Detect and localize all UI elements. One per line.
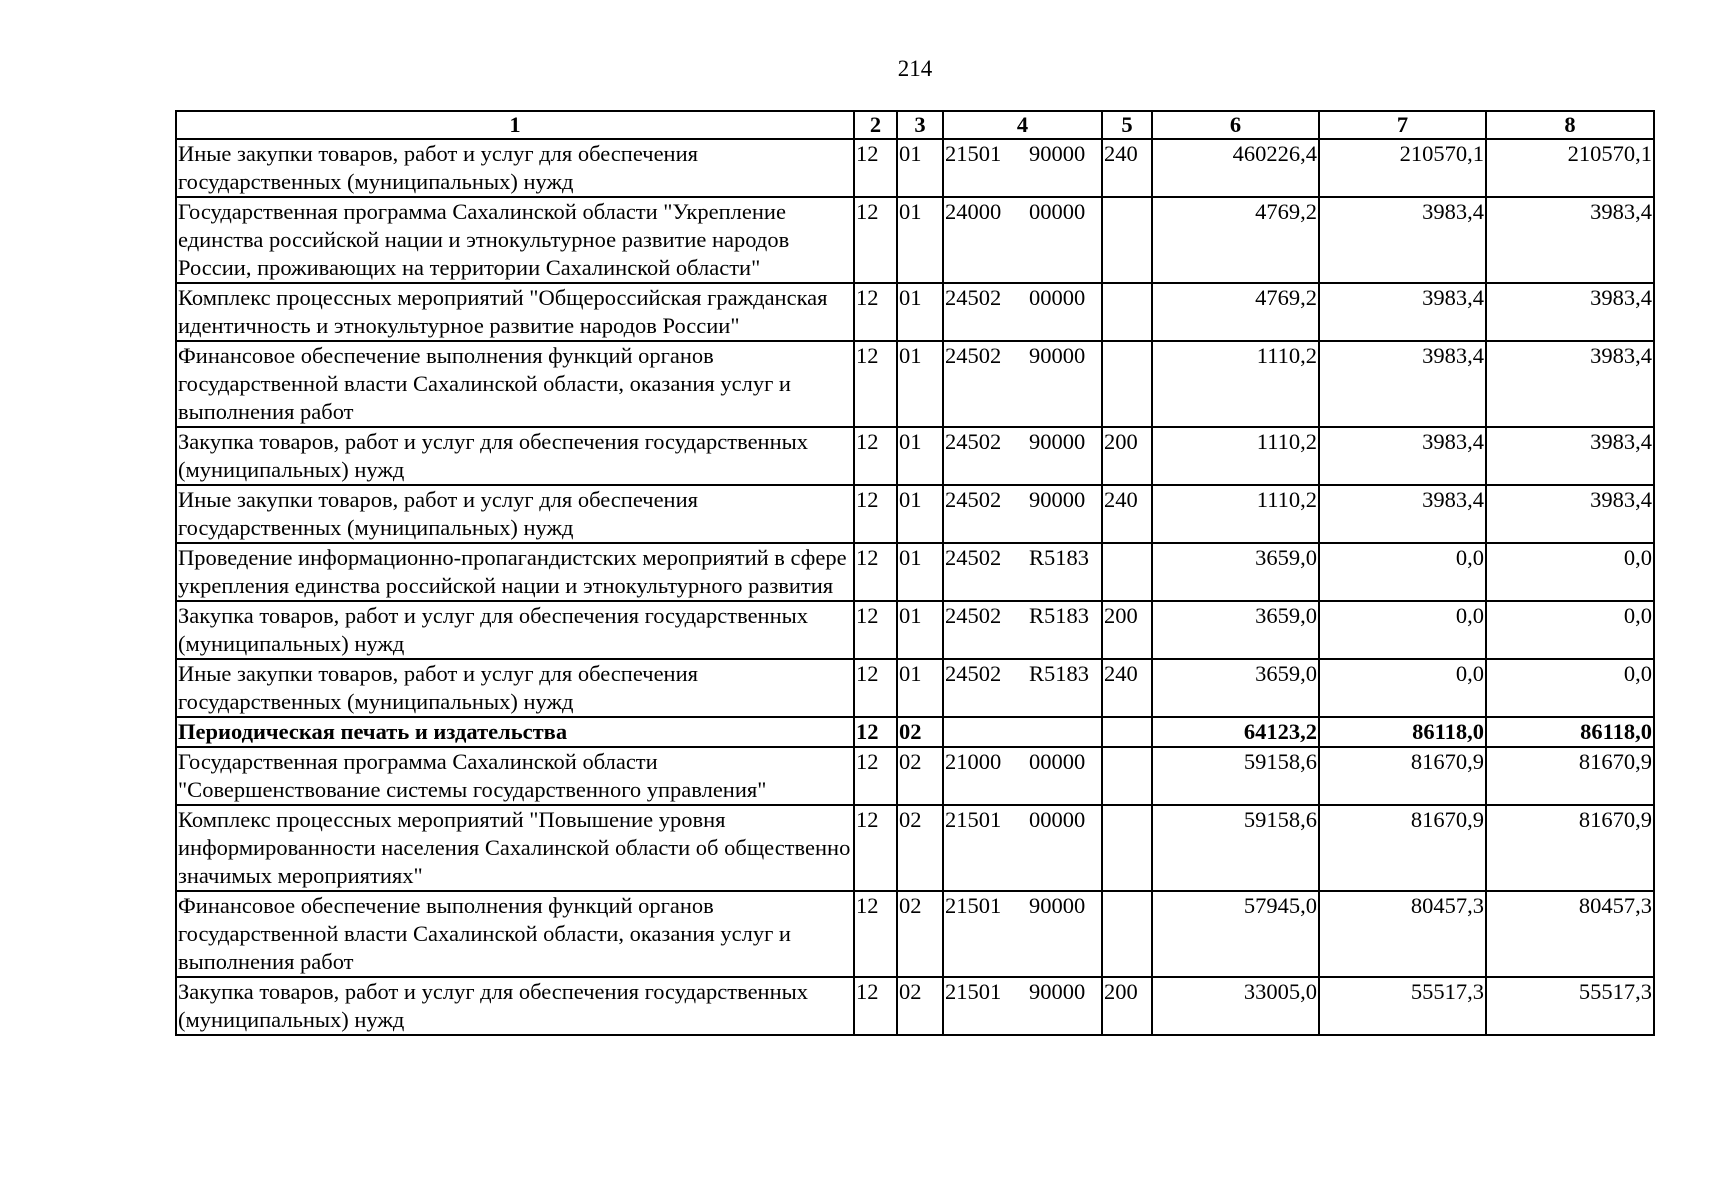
program-code-part1: 24502	[945, 343, 1002, 368]
program-code-part1: 21000	[945, 749, 1002, 774]
table-row	[176, 485, 1654, 543]
row-name: Проведение информационно-пропагандистских мероприятий в сфере укрепления единства российской нации и этнокультурного развития	[176, 543, 854, 601]
expense-type-code: 240	[1102, 139, 1152, 197]
table-row	[176, 427, 1654, 485]
row-name: Комплекс процессных мероприятий "Общероссийская гражданская идентичность и этнокультурное развитие народов России"	[176, 283, 854, 341]
program-code-part2: 00000	[1029, 199, 1086, 224]
program-code-part1: 24000	[945, 199, 1002, 224]
program-code-part1: 21501	[945, 807, 1002, 832]
program-code-part1: 24502	[945, 487, 1002, 512]
section-code: 12	[854, 747, 897, 805]
amount-col6: 1110,2	[1152, 341, 1319, 427]
amount-col7: 80457,3	[1319, 891, 1486, 977]
row-name: Комплекс процессных мероприятий "Повышение уровня информированности населения Сахалинской области об общественно значимых мероприятиях"	[176, 805, 854, 891]
table-row	[176, 283, 1654, 341]
expense-type-code	[1102, 747, 1152, 805]
program-code-part2: 00000	[1029, 285, 1086, 310]
column-header: 1	[176, 111, 854, 139]
amount-col6: 3659,0	[1152, 659, 1319, 717]
table-row	[176, 543, 1654, 601]
program-code	[943, 747, 1102, 805]
table-row	[176, 717, 1654, 747]
table-row	[176, 977, 1654, 1035]
program-code	[943, 283, 1102, 341]
expense-type-code	[1102, 717, 1152, 747]
table-row	[176, 341, 1654, 427]
program-code	[943, 659, 1102, 717]
amount-col8: 81670,9	[1486, 805, 1654, 891]
expense-type-code	[1102, 543, 1152, 601]
amount-col6: 3659,0	[1152, 543, 1319, 601]
program-code	[943, 891, 1102, 977]
expense-type-code: 240	[1102, 485, 1152, 543]
section-code: 12	[854, 891, 897, 977]
column-header: 5	[1102, 111, 1152, 139]
program-code-part1: 21501	[945, 141, 1002, 166]
row-name: Закупка товаров, работ и услуг для обеспечения государственных (муниципальных) нужд	[176, 977, 854, 1035]
program-code-part1: 24502	[945, 285, 1002, 310]
table-row	[176, 139, 1654, 197]
amount-col6: 33005,0	[1152, 977, 1319, 1035]
section-code: 12	[854, 543, 897, 601]
amount-col6: 57945,0	[1152, 891, 1319, 977]
program-code-part2: R5183	[1029, 545, 1090, 570]
column-header: 2	[854, 111, 897, 139]
program-code-part2: 90000	[1029, 979, 1086, 1004]
program-code-part2: 00000	[1029, 749, 1086, 774]
column-header: 7	[1319, 111, 1486, 139]
program-code-part1: 24502	[945, 429, 1002, 454]
subsection-code: 02	[897, 747, 943, 805]
table-row	[176, 747, 1654, 805]
row-name: Закупка товаров, работ и услуг для обеспечения государственных (муниципальных) нужд	[176, 601, 854, 659]
subsection-code: 01	[897, 543, 943, 601]
program-code	[943, 601, 1102, 659]
program-code	[943, 427, 1102, 485]
amount-col7: 210570,1	[1319, 139, 1486, 197]
row-name: Периодическая печать и издательства	[176, 717, 854, 747]
amount-col6: 4769,2	[1152, 283, 1319, 341]
subsection-code: 01	[897, 427, 943, 485]
subsection-code: 02	[897, 805, 943, 891]
expense-type-code	[1102, 341, 1152, 427]
amount-col7: 81670,9	[1319, 747, 1486, 805]
program-code	[943, 341, 1102, 427]
amount-col7: 3983,4	[1319, 283, 1486, 341]
program-code-part1: 24502	[945, 661, 1002, 686]
expense-type-code	[1102, 283, 1152, 341]
subsection-code: 02	[897, 717, 943, 747]
amount-col6: 1110,2	[1152, 485, 1319, 543]
program-code-part2: 90000	[1029, 343, 1086, 368]
row-name: Государственная программа Сахалинской области "Совершенствование системы государственного управления"	[176, 747, 854, 805]
expense-type-code	[1102, 891, 1152, 977]
program-code	[943, 197, 1102, 283]
subsection-code: 01	[897, 197, 943, 283]
amount-col7: 3983,4	[1319, 485, 1486, 543]
program-code	[943, 139, 1102, 197]
expense-type-code: 200	[1102, 977, 1152, 1035]
program-code-part1: 21501	[945, 979, 1002, 1004]
amount-col8: 80457,3	[1486, 891, 1654, 977]
expense-type-code	[1102, 805, 1152, 891]
column-header: 6	[1152, 111, 1319, 139]
amount-col8: 81670,9	[1486, 747, 1654, 805]
amount-col6: 59158,6	[1152, 805, 1319, 891]
section-code: 12	[854, 197, 897, 283]
program-code-part1: 24502	[945, 545, 1002, 570]
amount-col7: 81670,9	[1319, 805, 1486, 891]
subsection-code: 01	[897, 139, 943, 197]
amount-col8: 0,0	[1486, 601, 1654, 659]
amount-col8: 0,0	[1486, 659, 1654, 717]
section-code: 12	[854, 659, 897, 717]
section-code: 12	[854, 139, 897, 197]
program-code	[943, 543, 1102, 601]
amount-col8: 3983,4	[1486, 341, 1654, 427]
subsection-code: 01	[897, 659, 943, 717]
column-header: 8	[1486, 111, 1654, 139]
amount-col6: 460226,4	[1152, 139, 1319, 197]
subsection-code: 01	[897, 485, 943, 543]
row-name: Финансовое обеспечение выполнения функций органов государственной власти Сахалинской области, оказания услуг и выполнения работ	[176, 341, 854, 427]
page-number: 214	[897, 56, 933, 81]
program-code-part2: R5183	[1029, 661, 1090, 686]
subsection-code: 01	[897, 283, 943, 341]
section-code: 12	[854, 601, 897, 659]
expense-type-code: 200	[1102, 601, 1152, 659]
amount-col7: 3983,4	[1319, 197, 1486, 283]
row-name: Финансовое обеспечение выполнения функций органов государственной власти Сахалинской области, оказания услуг и выполнения работ	[176, 891, 854, 977]
program-code-part2: R5183	[1029, 603, 1090, 628]
table-row	[176, 805, 1654, 891]
amount-col7: 0,0	[1319, 601, 1486, 659]
amount-col7: 0,0	[1319, 543, 1486, 601]
amount-col6: 4769,2	[1152, 197, 1319, 283]
table-row	[176, 197, 1654, 283]
section-code: 12	[854, 427, 897, 485]
table-body	[176, 139, 1654, 1035]
row-name: Иные закупки товаров, работ и услуг для обеспечения государственных (муниципальных) нужд	[176, 659, 854, 717]
program-code	[943, 717, 1102, 747]
amount-col7: 3983,4	[1319, 427, 1486, 485]
amount-col7: 55517,3	[1319, 977, 1486, 1035]
program-code-part2: 90000	[1029, 141, 1086, 166]
amount-col6: 59158,6	[1152, 747, 1319, 805]
table-row	[176, 659, 1654, 717]
row-name: Иные закупки товаров, работ и услуг для обеспечения государственных (муниципальных) нужд	[176, 139, 854, 197]
expense-type-code	[1102, 197, 1152, 283]
header-row	[176, 111, 1654, 139]
section-code: 12	[854, 805, 897, 891]
row-name: Государственная программа Сахалинской области "Укрепление единства российской нации и этнокультурное развитие народов России, проживающих на территории Сахалинской области"	[176, 197, 854, 283]
amount-col6: 64123,2	[1152, 717, 1319, 747]
program-code-part2: 90000	[1029, 429, 1086, 454]
amount-col6: 1110,2	[1152, 427, 1319, 485]
expense-type-code: 200	[1102, 427, 1152, 485]
expense-type-code: 240	[1102, 659, 1152, 717]
amount-col8: 86118,0	[1486, 717, 1654, 747]
program-code-part2: 90000	[1029, 487, 1086, 512]
amount-col8: 210570,1	[1486, 139, 1654, 197]
table-row	[176, 601, 1654, 659]
amount-col7: 86118,0	[1319, 717, 1486, 747]
amount-col8: 0,0	[1486, 543, 1654, 601]
program-code-part2: 00000	[1029, 807, 1086, 832]
table-row	[176, 891, 1654, 977]
amount-col6: 3659,0	[1152, 601, 1319, 659]
program-code-part2: 90000	[1029, 893, 1086, 918]
column-header: 3	[897, 111, 943, 139]
amount-col8: 3983,4	[1486, 427, 1654, 485]
program-code	[943, 805, 1102, 891]
subsection-code: 01	[897, 341, 943, 427]
amount-col8: 55517,3	[1486, 977, 1654, 1035]
subsection-code: 02	[897, 891, 943, 977]
section-code: 12	[854, 717, 897, 747]
program-code	[943, 977, 1102, 1035]
section-code: 12	[854, 283, 897, 341]
amount-col8: 3983,4	[1486, 283, 1654, 341]
amount-col7: 3983,4	[1319, 341, 1486, 427]
amount-col7: 0,0	[1319, 659, 1486, 717]
amount-col8: 3983,4	[1486, 197, 1654, 283]
subsection-code: 01	[897, 601, 943, 659]
program-code-part1: 24502	[945, 603, 1002, 628]
budget-table	[175, 110, 1655, 1036]
section-code: 12	[854, 977, 897, 1035]
section-code: 12	[854, 485, 897, 543]
section-code: 12	[854, 341, 897, 427]
amount-col8: 3983,4	[1486, 485, 1654, 543]
row-name: Закупка товаров, работ и услуг для обеспечения государственных (муниципальных) нужд	[176, 427, 854, 485]
row-name: Иные закупки товаров, работ и услуг для обеспечения государственных (муниципальных) нужд	[176, 485, 854, 543]
program-code-part1: 21501	[945, 893, 1002, 918]
subsection-code: 02	[897, 977, 943, 1035]
program-code	[943, 485, 1102, 543]
column-header: 4	[943, 111, 1102, 139]
